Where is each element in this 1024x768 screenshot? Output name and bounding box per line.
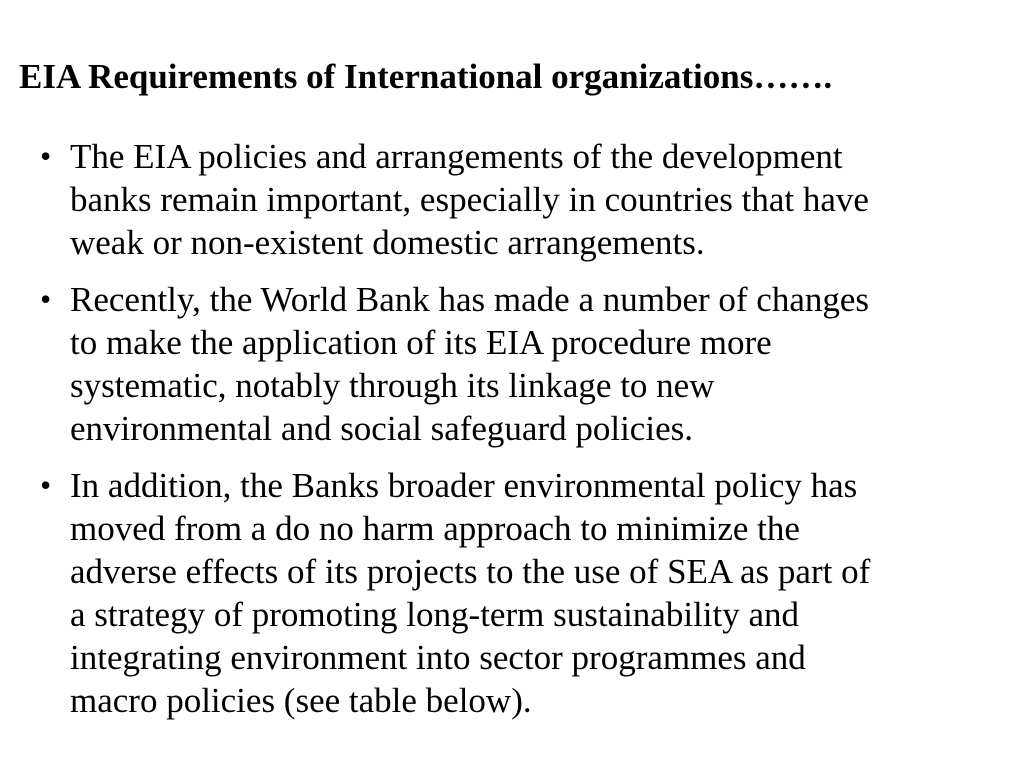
bullet-text-line: a strategy of promoting long-term sustainability and <box>70 595 800 634</box>
bullet-dot-icon: • <box>40 467 52 503</box>
slide-title: EIA Requirements of International organizations……. <box>19 57 833 96</box>
bullet-list <box>0 135 1000 736</box>
bullet-dot-icon: • <box>40 138 52 174</box>
bullet-item <box>0 278 1000 450</box>
bullet-text-line: integrating environment into sector programmes and <box>70 638 806 677</box>
bullet-text-line: adverse effects of its projects to the use of SEA as part of <box>70 552 871 591</box>
bullet-item <box>0 135 1000 264</box>
bullet-text-line: to make the application of its EIA procedure more <box>70 323 772 362</box>
bullet-text-line: banks remain important, especially in countries that have <box>70 180 869 219</box>
bullet-text-line: In addition, the Banks broader environmental policy has <box>70 466 858 505</box>
bullet-text-line: Recently, the World Bank has made a number of changes <box>70 280 870 319</box>
bullet-text-line: weak or non-existent domestic arrangements. <box>70 223 705 262</box>
bullet-text-line: moved from a do no harm approach to minimize the <box>70 509 800 548</box>
bullet-text-line: systematic, notably through its linkage to new <box>70 366 715 405</box>
bullet-item <box>0 464 1000 722</box>
bullet-text-line: environmental and social safeguard policies. <box>70 409 693 448</box>
bullet-dot-icon: • <box>40 281 52 317</box>
bullet-text-line: macro policies (see table below). <box>70 681 532 720</box>
bullet-text-line: The EIA policies and arrangements of the development <box>70 137 843 176</box>
